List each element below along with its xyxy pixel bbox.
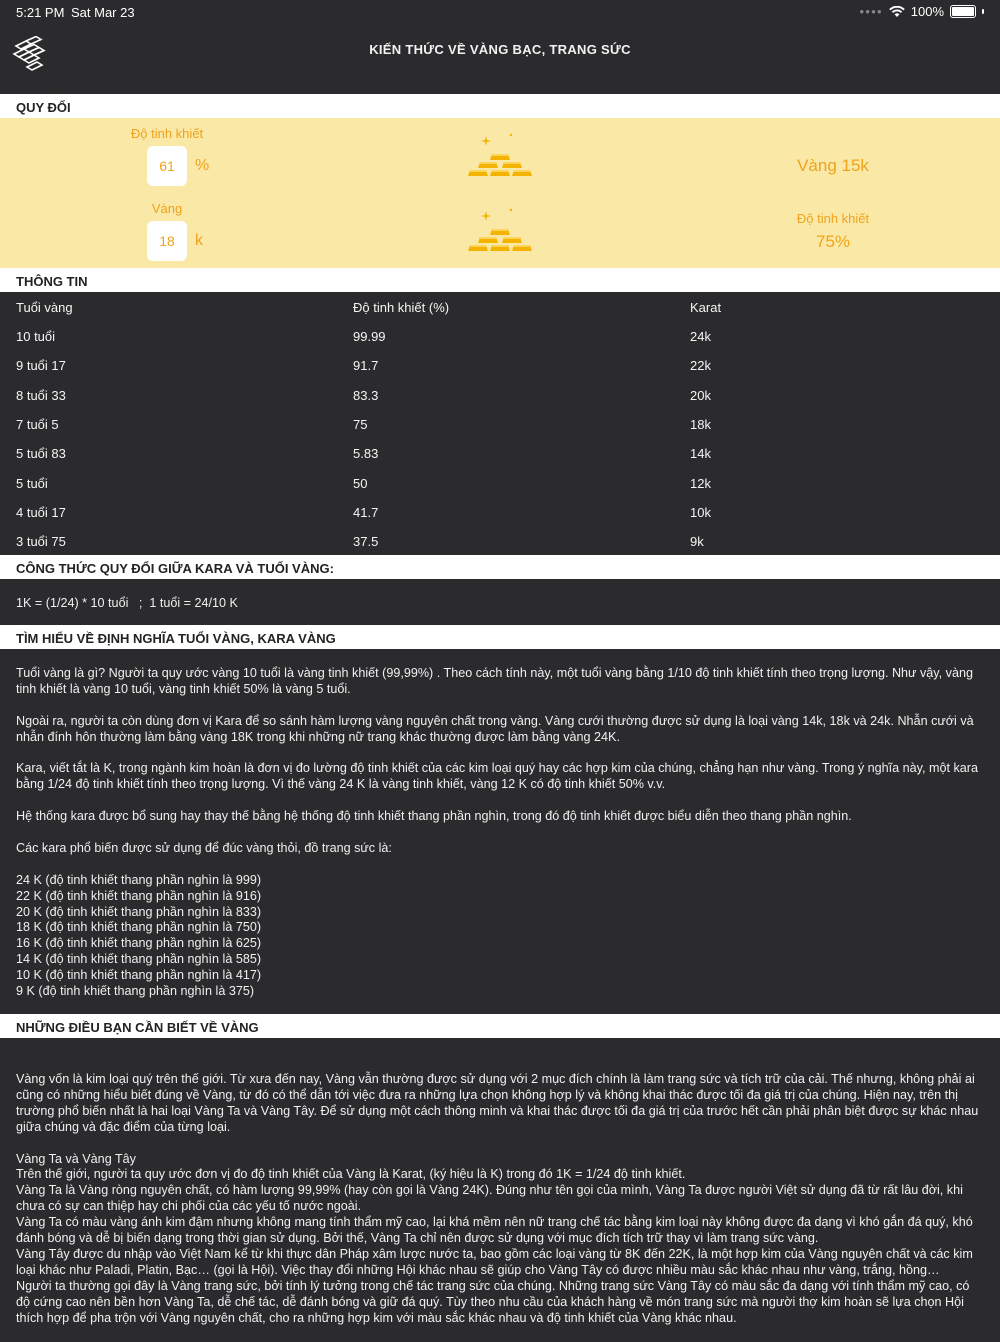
purity-result: 75%	[815, 232, 851, 251]
status-date: Sat Mar 23	[71, 5, 135, 20]
paragraph: Vàng vốn là kim loại quý trên thế giới. Từ xưa đến nay, Vàng vẫn thường được sử dụng với 2 mục đích chính là làm trang sức và tích trữ của cải. Thế nhưng, không phải ai cũng có những hiểu biết đúng về Vàng, từ đó có thể dẫn tới việc đưa ra những lựa chọn không hợp lý và không khai thác được tối đa giá trị của chúng. Hiện nay, trên thị trường phổ biến nhất là hai loại Vàng Ta và Vàng Tây. Để sử dụng một cách thông minh và khai thác được tối đa giá trị của trước hết cần phải phân biệt được sự khác nhau giữa chúng và đặc điểm của từng loại.	[16, 1072, 979, 1134]
purity-result-label: Độ tinh khiết	[796, 211, 870, 226]
table-cell: 7 tuổi 5	[16, 417, 59, 432]
table-cell: 4 tuổi 17	[16, 505, 66, 520]
table-cell: 8 tuổi 33	[16, 388, 66, 403]
section-header-definition	[0, 625, 1000, 649]
status-time: 5:21 PM	[16, 5, 65, 20]
table-row	[0, 380, 1000, 409]
table-row	[0, 438, 1000, 467]
table-cell: 5.83	[353, 446, 379, 461]
table-row	[0, 350, 1000, 379]
definition-text	[16, 666, 986, 1016]
karat-input[interactable]: 18	[147, 221, 187, 261]
paragraph: Hệ thống kara được bổ sung hay thay thế bằng hệ thống độ tinh khiết thang phần nghìn, trong đó độ tinh khiết được biểu diễn theo thang phần nghìn.	[16, 809, 852, 824]
paragraph: Tuổi vàng là gì? Người ta quy ước vàng 10 tuổi là vàng tinh khiết (99,99%) . Theo cách tính này, một tuổi vàng bằng 1/10 độ tinh khiết tính theo trọng lượng. Như vậy, vàng tinh khiết là vàng 10 tuổi, vàng tinh khiết 50% là vàng 5 tuổi.	[16, 666, 973, 696]
table-cell: 99.99	[353, 329, 386, 344]
table-cell: 9k	[690, 534, 704, 549]
section-title: QUY ĐỔI	[16, 100, 71, 115]
table-cell: 10 tuổi	[16, 329, 56, 344]
paragraph: Kara, viết tắt là K, trong ngành kim hoàn là đơn vị đo lường độ tinh khiết của các kim loại quý hay các hợp kim của chúng, chẳng hạn như vàng. Trong ý nghĩa này, một kara bằng 1/24 độ tinh khiết tính theo trọng lượng. Vì thế vàng 24 K là vàng tinh khiết, vàng 12 K có độ tinh khiết 50% v.v.	[16, 761, 978, 792]
converter-panel	[0, 118, 1000, 268]
menu-button[interactable]	[0, 24, 64, 98]
status-bar	[0, 0, 1000, 24]
table-cell: 22k	[690, 358, 711, 373]
purity-input[interactable]: 61	[147, 146, 187, 186]
table-cell: 5 tuổi 83	[16, 446, 66, 461]
table-header-row	[0, 292, 1000, 321]
status-right	[859, 4, 984, 19]
gold-bars-icon	[466, 207, 534, 255]
section-header-formula	[0, 555, 1000, 579]
table-row	[0, 497, 1000, 526]
table-cell: 9 tuổi 17	[16, 358, 66, 373]
karat-list: 24 K (độ tinh khiết thang phần nghìn là 999) 22 K (độ tinh khiết thang phần nghìn là 916) 20 K (độ tinh khiết thang phần nghìn là 833) 18 K (độ tinh khiết thang phần nghìn là 750) 16 K (độ tinh khiết thang phần nghìn là 625) 14 K (độ tinh khiết thang phần nghìn là 585) 10 K (độ tinh khiết thang phần nghìn là 417) 9 K (độ tinh khiết thang phần nghìn là 375)	[16, 872, 262, 999]
paragraph: Các kara phổ biến được sử dụng để đúc vàng thỏi, đồ trang sức là:	[16, 840, 392, 855]
column-header: Độ tinh khiết (%)	[353, 300, 450, 315]
table-cell: 24k	[690, 329, 711, 344]
table-cell: 91.7	[353, 358, 379, 373]
karat-unit: k	[195, 232, 203, 249]
table-cell: 3 tuổi 75	[16, 534, 66, 549]
know-text	[16, 1072, 986, 1342]
section-title: CÔNG THỨC QUY ĐỔI GIỮA KARA VÀ TUỔI VÀNG:	[16, 561, 334, 576]
table-cell: 37.5	[353, 534, 379, 549]
table-cell: 50	[353, 476, 368, 491]
karat-label: Vàng	[151, 201, 183, 216]
column-header: Karat	[690, 300, 722, 315]
gold-bars-menu-icon	[12, 36, 48, 72]
section-header-convert	[0, 94, 1000, 118]
section-header-info	[0, 268, 1000, 292]
karat-result: Vàng 15k	[797, 156, 869, 175]
table-row	[0, 468, 1000, 497]
battery-percent: 100%	[910, 4, 944, 19]
wifi-icon	[889, 6, 905, 18]
purity-label: Độ tinh khiết	[130, 126, 204, 141]
table-cell: 20k	[690, 388, 711, 403]
section-header-know	[0, 1014, 1000, 1038]
column-header: Tuổi vàng	[16, 300, 73, 315]
table-cell: 75	[353, 417, 368, 432]
table-cell: 83.3	[353, 388, 379, 403]
paragraph: Vàng Ta và Vàng Tây Trên thế giới, người ta quy ước đơn vị đo độ tinh khiết của Vàng là Karat, (ký hiệu là K) trong đó 1K = 1/24 độ tinh khiết. Vàng Ta là Vàng ròng nguyên chất, có hàm lượng 99,99% (hay còn gọi là Vàng 24K). Đúng như tên gọi của mình, Vàng Ta được người Việt sử dụng đã từ rất lâu đời, khi chưa có sự can thiệp hay chi phối của các yếu tố nước ngoài. Vàng Ta có màu vàng ánh kim đậm nhưng không mang tính thẩm mỹ cao, lại khá mềm nên nữ trang chế tác bằng kim loại này không được đa dạng vì khó gắn đá quý, khó đánh bóng và dễ bị biến dạng trong thời gian sử dụng. Bởi thế, Vàng Ta chỉ nên được sử dụng với mục đích tích trữ thay vì làm trang sức vàng. Vàng Tây được du nhập vào Việt Nam kể từ khi thực dân Pháp xâm lược nước ta, bao gồm các loại vàng từ 8K đến 22K, là một hợp kim của Vàng nguyên chất và các kim loại khác như Paladi, Platin, Bạc… (gọi là Hội). Việc thay đổi những Hội khác nhau sẽ giúp cho Vàng Tây có được nhiều màu sắc khác nhau như vàng, trắng, hồng… Người ta thường gọi đây là Vàng trang sức, bởi tính lý tưởng trong chế tác trang sức của chúng. Những trang sức Vàng Tây có màu sắc đa dạng với tính thẩm mỹ cao, có độ cứng cao nên bền hơn Vàng Ta, dễ chế tác, dễ đánh bóng và giữ đá quý. Tùy theo nhu cầu của khách hàng về món trang sức mà người thợ kim hoàn sẽ lựa chọn Hội thích hợp để pha trộn với Vàng nguyên chất, cho ra những hợp kim với màu sắc khác nhau và độ tinh khiết của Vàng khác nhau.	[16, 1151, 973, 1325]
table-cell: 18k	[690, 417, 711, 432]
table-cell: 10k	[690, 505, 711, 520]
gold-bars-icon	[466, 132, 534, 180]
signal-icon: ●●●●	[859, 7, 883, 16]
formula-text: 1K = (1/24) * 10 tuổi ; 1 tuổi = 24/10 K	[16, 596, 238, 610]
navigation-bar	[0, 24, 1000, 78]
purity-unit: %	[195, 157, 210, 174]
table-row	[0, 409, 1000, 438]
table-cell: 5 tuổi	[16, 476, 48, 491]
section-title: THÔNG TIN	[16, 274, 88, 289]
battery-icon	[950, 5, 976, 18]
section-title: NHỮNG ĐIỀU BẠN CẦN BIẾT VỀ VÀNG	[16, 1020, 259, 1035]
table-cell: 14k	[690, 446, 711, 461]
table-row	[0, 321, 1000, 350]
battery-tip	[982, 9, 984, 14]
page-title: KIẾN THỨC VỀ VÀNG BẠC, TRANG SỨC	[369, 42, 631, 57]
table-row	[0, 526, 1000, 555]
section-title: TÌM HIỂU VỀ ĐỊNH NGHĨA TUỔI VÀNG, KARA VÀNG	[16, 631, 336, 646]
table-cell: 12k	[690, 476, 711, 491]
paragraph: Ngoài ra, người ta còn dùng đơn vị Kara để so sánh hàm lượng vàng nguyên chất trong vàng. Vàng cưới thường được sử dụng là loại vàng 14k, 18k và 24k. Nhẫn cưới và nhẫn đính hôn thường làm bằng vàng 18K trong khi những nữ trang khác thường được làm bằng vàng 24K.	[16, 713, 974, 744]
table-cell: 41.7	[353, 505, 379, 520]
